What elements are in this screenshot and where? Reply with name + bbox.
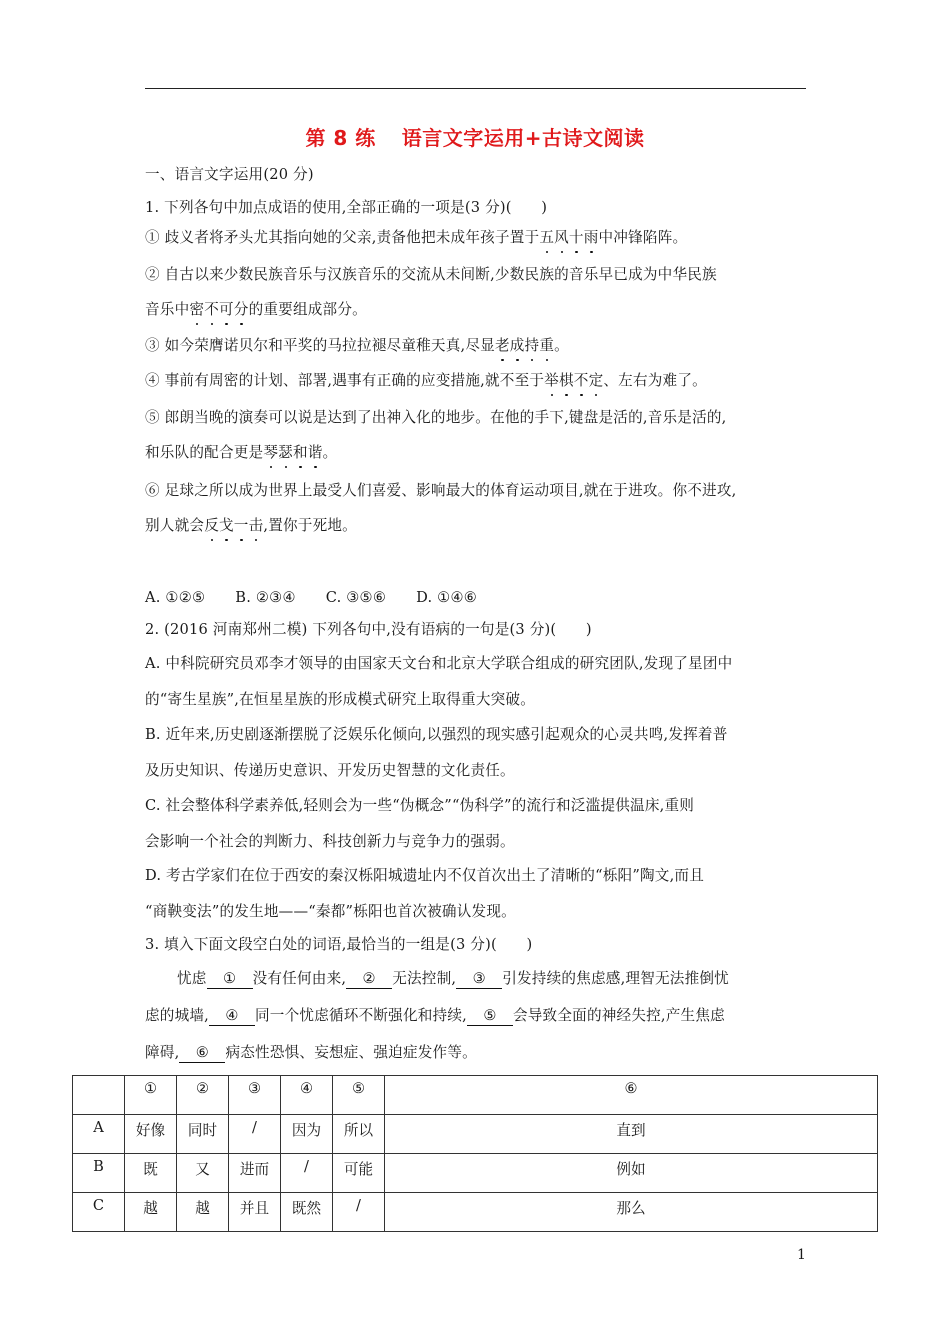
table-cell: C <box>73 1193 125 1232</box>
table-cell: / <box>333 1193 385 1232</box>
idiom-char: 密 <box>189 301 205 318</box>
table-cell: 例如 <box>385 1154 878 1193</box>
table-cell <box>73 1076 125 1115</box>
blank-2: ② <box>346 970 392 989</box>
idiom-char: 十 <box>568 229 584 246</box>
q1-item-5-cont <box>145 443 337 463</box>
table-cell: 好像 <box>125 1115 177 1154</box>
table-cell: ⑥ <box>385 1076 878 1115</box>
q2-line: B. 近年来,历史剧逐渐摆脱了泛娱乐化倾向,以强烈的现实感引起观众的心灵共鸣,发挥着普 <box>145 726 728 743</box>
item-text: ① 歧义者将矛头尤其指向她的父亲,责备他把未成年孩子置于 <box>145 229 540 246</box>
title-topic: 语言文字运用+古诗文阅读 <box>401 126 645 150</box>
q1-item-6-cont <box>145 516 357 536</box>
option-d: D. ①④⑥ <box>416 589 478 606</box>
q2-line: D. 考古学家们在位于西安的秦汉栎阳城遗址内不仅首次出土了清晰的“栎阳”陶文,而且 <box>145 867 705 884</box>
item-text: 、左右为难了。 <box>603 372 707 389</box>
q1-item-4 <box>145 371 707 391</box>
dotted-idiom <box>539 229 598 246</box>
table-cell: A <box>73 1115 125 1154</box>
item-text: 。 <box>554 337 569 354</box>
table-cell: ⑤ <box>333 1076 385 1115</box>
q2-line: 及历史知识、传递历史意识、开发历史智慧的文化责任。 <box>145 762 515 779</box>
table-cell: ② <box>177 1076 229 1115</box>
passage-text: 无法控制, <box>392 970 457 987</box>
table-cell: 又 <box>177 1154 229 1193</box>
item-text: 和乐队的配合更是 <box>145 444 264 461</box>
blank-1: ① <box>207 970 253 989</box>
table-cell: 并且 <box>229 1193 281 1232</box>
table-cell: 因为 <box>281 1115 333 1154</box>
passage-text: 引发持续的焦虑感,理智无法推倒忧 <box>502 970 729 987</box>
table-cell: 直到 <box>385 1115 878 1154</box>
table-cell: 既 <box>125 1154 177 1193</box>
idiom-char: 老 <box>494 337 510 354</box>
idiom-char: 雨 <box>583 229 599 246</box>
table-cell: 越 <box>125 1193 177 1232</box>
table-cell: 进而 <box>229 1154 281 1193</box>
item-text: ③ 如今荣膺诺贝尔和平奖的马拉拉褪尽童稚天真,尽显 <box>145 337 495 354</box>
idiom-char: 分 <box>233 301 249 318</box>
table-cell: 那么 <box>385 1193 878 1232</box>
table-row <box>73 1115 878 1154</box>
idiom-char: 谐 <box>307 444 323 461</box>
passage-text: 同一个忧虑循环不断强化和持续, <box>255 1007 467 1024</box>
idiom-char: 棋 <box>558 372 574 389</box>
idiom-char: 瑟 <box>278 444 293 461</box>
dotted-idiom <box>544 372 603 389</box>
idiom-char: 重 <box>539 337 555 354</box>
q1-item-2: ② 自古以来少数民族音乐与汉族音乐的交流从未间断,少数民族的音乐早已成为中华民族 <box>145 266 717 283</box>
q1-item-3 <box>145 336 569 356</box>
q1-stem: 1. 下列各句中加点成语的使用,全部正确的一项是(3 分)( ) <box>145 199 548 216</box>
idiom-char: 风 <box>554 229 569 246</box>
blank-5: ⑤ <box>467 1007 513 1026</box>
option-a: A. ①②⑤ <box>145 589 206 606</box>
q2-stem: 2. (2016 河南郑州二模) 下列各句中,没有语病的一句是(3 分)( ) <box>145 621 592 638</box>
title-lesson: 第 8 练 <box>305 126 376 150</box>
option-c: C. ③⑤⑥ <box>325 589 387 606</box>
passage-text: 病态性恐惧、妄想症、强迫症发作等。 <box>225 1044 477 1061</box>
q2-line: 会影响一个社会的判断力、科技创新力与竞争力的强弱。 <box>145 833 515 850</box>
blank-3: ③ <box>456 970 502 989</box>
table-cell: ③ <box>229 1076 281 1115</box>
idiom-char: 琴 <box>263 444 279 461</box>
idiom-char: 击 <box>248 517 264 534</box>
idiom-char: 定 <box>588 372 604 389</box>
table-cell: 可能 <box>333 1154 385 1193</box>
item-text: 别人就会 <box>145 517 205 534</box>
idiom-char: 成 <box>509 337 525 354</box>
blank-6: ⑥ <box>179 1044 225 1063</box>
answer-table <box>72 1075 878 1232</box>
table-cell: 既然 <box>281 1193 333 1232</box>
table-cell: / <box>229 1115 281 1154</box>
section-heading: 一、语言文字运用(20 分) <box>145 166 314 183</box>
q2-line: “商鞅变法”的发生地——“秦都”栎阳也首次被确认发现。 <box>145 903 516 920</box>
passage-text: 会导致全面的神经失控,产生焦虑 <box>512 1007 725 1024</box>
dotted-idiom <box>495 337 554 354</box>
table-row <box>73 1154 878 1193</box>
q3-passage-line <box>145 1006 725 1026</box>
dotted-idiom <box>204 517 263 534</box>
item-text: 音乐中 <box>145 301 190 318</box>
q1-item-5: ⑤ 郎朗当晚的演奏可以说是达到了出神入化的地步。在他的手下,键盘是活的,音乐是活的, <box>145 409 727 426</box>
q1-item-6: ⑥ 足球之所以成为世界上最受人们喜爱、影响最大的体育运动项目,就在于进攻。你不进攻, <box>145 482 737 499</box>
passage-text: 忧虑 <box>177 970 207 987</box>
table-header-row <box>73 1076 878 1115</box>
item-text: ,置你于死地。 <box>263 517 357 534</box>
table-cell: 同时 <box>177 1115 229 1154</box>
idiom-char: 持 <box>524 337 540 354</box>
idiom-char: 一 <box>233 517 249 534</box>
q1-item-1 <box>145 228 687 248</box>
table-cell: 所以 <box>333 1115 385 1154</box>
table-cell: ① <box>125 1076 177 1115</box>
item-text: 。 <box>322 444 338 461</box>
idiom-char: 戈 <box>218 517 234 534</box>
option-b: B. ②③④ <box>235 589 296 606</box>
idiom-char: 和 <box>292 444 308 461</box>
page-number: 1 <box>797 1247 806 1263</box>
q2-line: 的“寄生星族”,在恒星星族的形成模式研究上取得重大突破。 <box>145 691 536 708</box>
table-cell: 越 <box>177 1193 229 1232</box>
q3-passage-line <box>177 969 729 989</box>
q3-passage-line <box>145 1043 477 1063</box>
passage-text: 虑的城墙, <box>145 1007 210 1024</box>
table-row <box>73 1193 878 1232</box>
passage-text: 障碍, <box>145 1044 180 1061</box>
q2-line: C. 社会整体科学素养低,轻则会为一些“伪概念”“伪科学”的流行和泛滥提供温床,重则 <box>145 797 695 814</box>
idiom-char: 反 <box>204 517 219 534</box>
header-rule <box>145 88 806 89</box>
q1-options <box>145 588 507 608</box>
passage-text: 没有任何由来, <box>252 970 347 987</box>
item-text: 中冲锋陷阵。 <box>598 229 688 246</box>
table-cell: ④ <box>281 1076 333 1115</box>
dotted-idiom <box>189 301 248 318</box>
idiom-char: 可 <box>218 301 234 318</box>
blank-4: ④ <box>209 1007 255 1026</box>
q3-stem: 3. 填入下面文段空白处的词语,最恰当的一组是(3 分)( ) <box>145 936 533 953</box>
page-title <box>0 122 950 151</box>
dotted-idiom <box>263 444 322 461</box>
idiom-char: 五 <box>539 229 555 246</box>
table-cell: B <box>73 1154 125 1193</box>
idiom-char: 举 <box>544 372 559 389</box>
idiom-char: 不 <box>204 301 219 318</box>
item-text: 的重要组成部分。 <box>248 301 367 318</box>
q1-item-2-cont <box>145 300 367 320</box>
table-cell: / <box>281 1154 333 1193</box>
q2-line: A. 中科院研究员邓李才领导的由国家天文台和北京大学联合组成的研究团队,发现了星团中 <box>145 655 733 672</box>
idiom-char: 不 <box>573 372 589 389</box>
item-text: ④ 事前有周密的计划、部署,遇事有正确的应变措施,就不至于 <box>145 372 545 389</box>
